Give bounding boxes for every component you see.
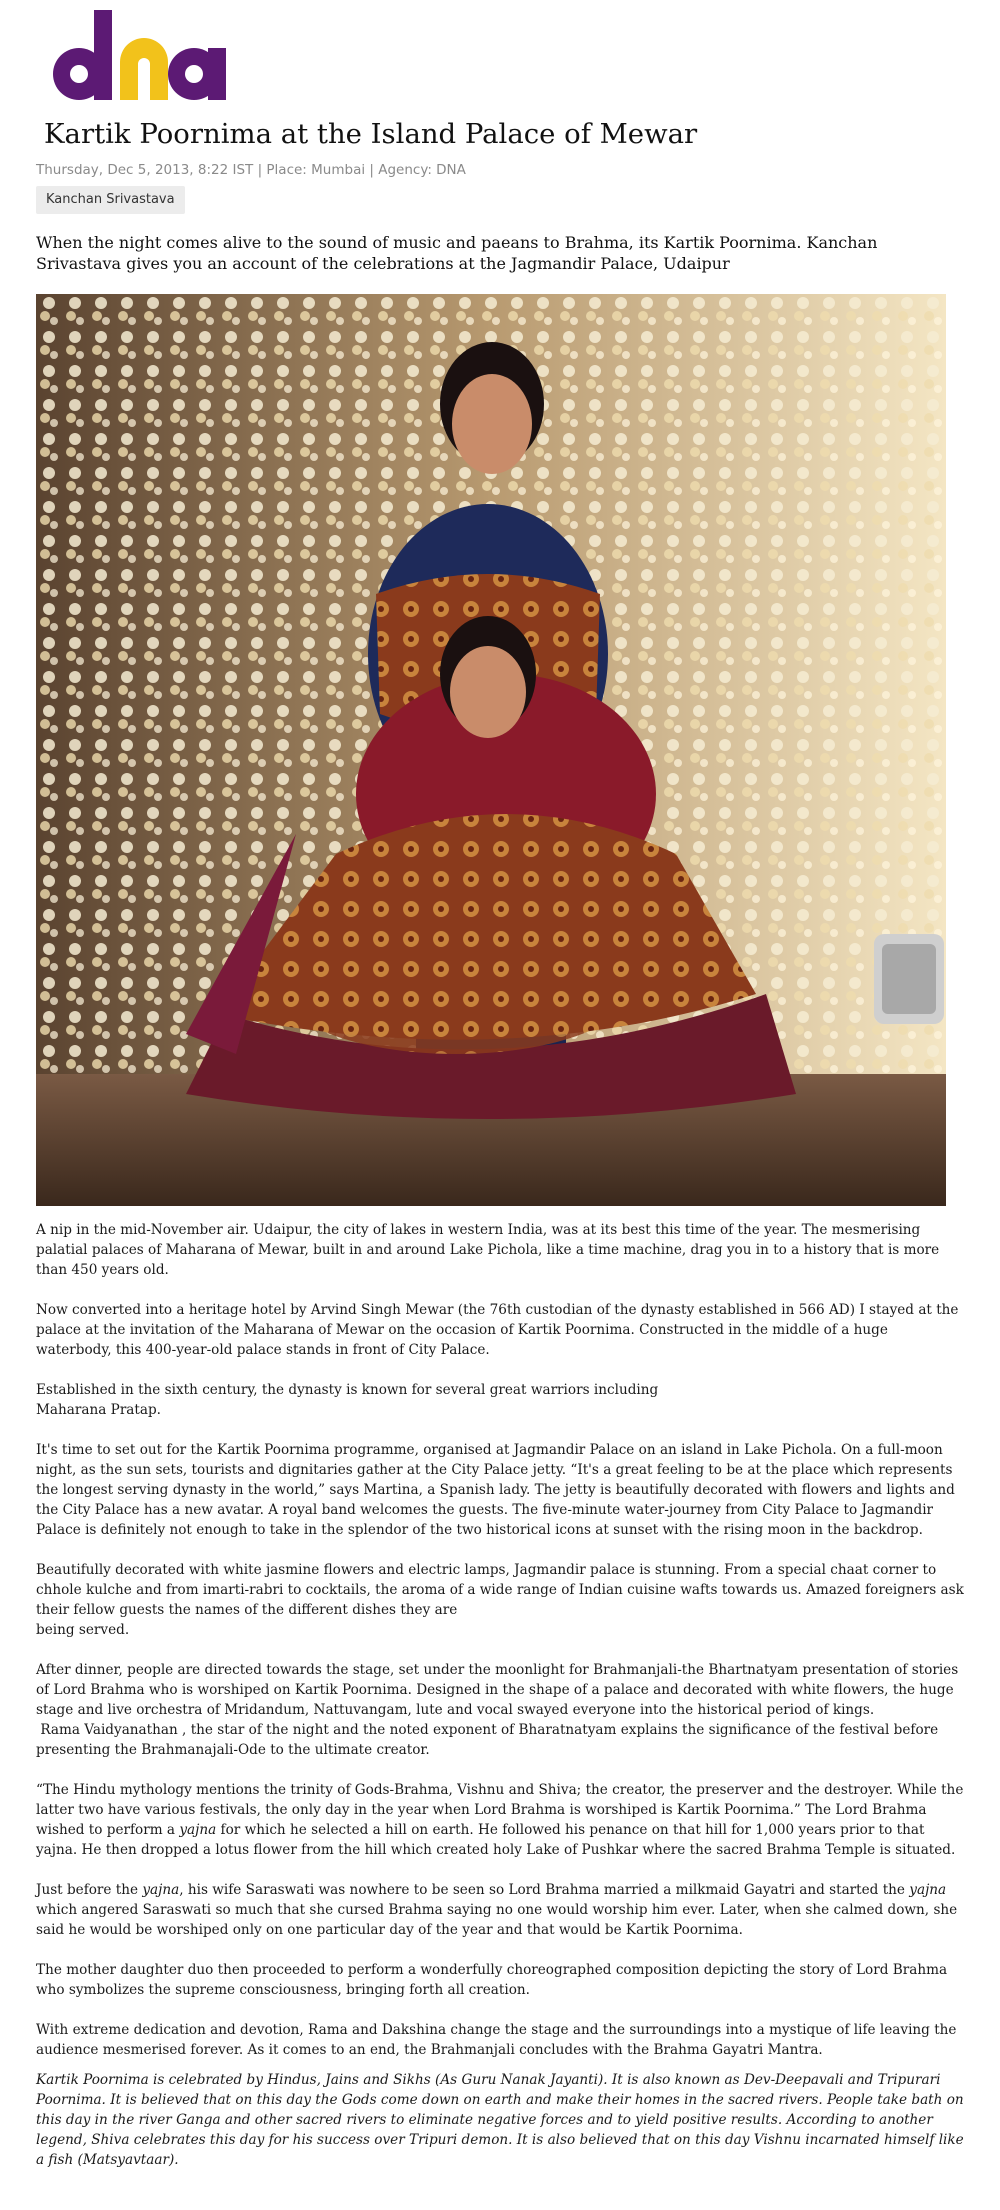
hero-photo <box>36 294 946 1206</box>
paragraph-text: , his wife Saraswati was nowhere to be seen so Lord Brahma married a milkmaid Gayatri and started the <box>179 1882 910 1898</box>
article-title: Kartik Poornima at the Island Palace of Mewar <box>44 118 698 150</box>
paragraph-text: Rama Vaidyanathan , the star of the night and the noted exponent of Bharatnatyam explains the significance of the festival before presenting the Brahmanajali-Ode to the ultimate creator. <box>36 1722 939 1758</box>
paragraph-text: for which he selected a hill on earth. He followed his penance on that hill for 1,000 years prior to that yajna. He then dropped a lotus flower from the hill which created holy Lake of Pushkar where the sacred Brahma Temple is situated. <box>36 1822 956 1858</box>
paragraph <box>36 1660 966 1760</box>
paragraph <box>36 1880 966 1940</box>
dancers-photo-illustration <box>36 294 946 1206</box>
paragraph: Now converted into a heritage hotel by Arvind Singh Mewar (the 76th custodian of the dynasty established in 566 AD) I stayed at the palace at the invitation of the Maharana of Mewar on the occasion of Kartik Poornima. Constructed in the middle of a huge waterbody, this 400-year-old palace stands in front of City Palace. <box>36 1302 959 1358</box>
paragraph: With extreme dedication and devotion, Rama and Dakshina change the stage and the surroundings into a mystique of life leaving the audience mesmerised forever. As it comes to an end, the Brahmanjali concludes with the Brahma Gayatri Mantra. <box>36 2022 957 2058</box>
author-tag[interactable]: Kanchan Srivastava <box>36 186 185 214</box>
paragraph <box>36 1380 966 1420</box>
paragraph: A nip in the mid-November air. Udaipur, the city of lakes in western India, was at its best this time of the year. The mesmerising palatial palaces of Maharana of Mewar, built in and around Lake Pichola, like a time machine, drag you in to a history that is more than 450 years old. <box>36 1222 940 1278</box>
dna-logo-mark <box>44 4 254 104</box>
emphasis: yajna <box>909 1882 947 1898</box>
paragraph: It's time to set out for the Kartik Poornima programme, organised at Jagmandir Palace on an island in Lake Pichola. On a full-moon night, as the sun sets, tourists and dignitaries gather at the City Palace jetty. “It's a great feeling to be at the place which represents the longest serving dynasty in the world,” says Martina, a Spanish lady. The jetty is beautifully decorated with flowers and lights and the City Palace has a new avatar. A royal band welcomes the guests. The five-minute water-journey from City Palace to Jagmandir Palace is definitely not enough to take in the splendor of the two historical icons at sunset with the rising moon in the backdrop. <box>36 1442 955 1538</box>
article-lede: When the night comes alive to the sound of music and paeans to Brahma, its Kartik Poornima. Kanchan Srivastava gives you an account of the celebrations at the Jagmandir Palace, Udaipur <box>36 233 878 273</box>
article-body <box>36 1220 966 2170</box>
article-meta: Thursday, Dec 5, 2013, 8:22 IST | Place: Mumbai | Agency: DNA <box>36 162 466 178</box>
paragraph <box>36 1780 966 1860</box>
paragraph-text: Just before the <box>36 1882 143 1898</box>
paragraph: The mother daughter duo then proceeded to perform a wonderfully choreographed composition depicting the story of Lord Brahma who symbolizes the supreme consciousness, bringing forth all creation. <box>36 1962 948 1998</box>
emphasis: yajna <box>142 1882 180 1898</box>
paragraph-text: “The Hindu mythology mentions the trinity of Gods-Brahma, Vishnu and Shiva; the creator, the preserver and the destroyer. While the latter two have various festivals, the only day in the year when Lord Brahma is worshiped is Kartik Poornima.” The Lord Brahma wished to perform a <box>36 1782 964 1838</box>
paragraph-text: Beautifully decorated with white jasmine flowers and electric lamps, Jagmandir palace is stunning. From a special chaat corner to chhole kulche and from imarti-rabri to cocktails, the aroma of a wide range of Indian cuisine wafts towards us. Amazed foreigners ask their fellow guests the names of the different dishes they are <box>36 1562 964 1618</box>
emphasis: yajna <box>179 1822 217 1838</box>
paragraph-line: Established in the sixth century, the dynasty is known for several great warriors including <box>36 1382 659 1398</box>
paragraph-line: Maharana Pratap. <box>36 1402 162 1418</box>
paragraph-note: Kartik Poornima is celebrated by Hindus, Jains and Sikhs (As Guru Nanak Jayanti). It is also known as Dev-Deepavali and Tripurari Poornima. It is believed that on this day the Gods come down on earth and make their homes in the sacred rivers. People take bath on this day in the river Ganga and other sacred rivers to eliminate negative forces and to yield positive results. According to another legend, Shiva celebrates this day for his success over Tripuri demon. It is also believed that on this day Vishnu incarnated himself like a fish (Matsyavtaar). <box>36 2072 964 2168</box>
paragraph-text: being served. <box>36 1622 130 1638</box>
paragraph <box>36 1560 966 1640</box>
dna-logo[interactable] <box>44 4 254 104</box>
paragraph-text: which angered Saraswati so much that she cursed Brahma saying no one would worship him ever. Later, when she calmed down, she said he would be worshiped only on one particular day of the year and that would be Kartik Poornima. <box>36 1902 958 1938</box>
paragraph-text: After dinner, people are directed towards the stage, set under the moonlight for Brahmanjali-the Bhartnatyam presentation of stories of Lord Brahma who is worshiped on Kartik Poornima. Designed in the shape of a palace and decorated with white flowers, the huge stage and live orchestra of Mridandum, Nattuvangam, lute and vocal swayed everyone into the historical period of kings. <box>36 1662 959 1718</box>
